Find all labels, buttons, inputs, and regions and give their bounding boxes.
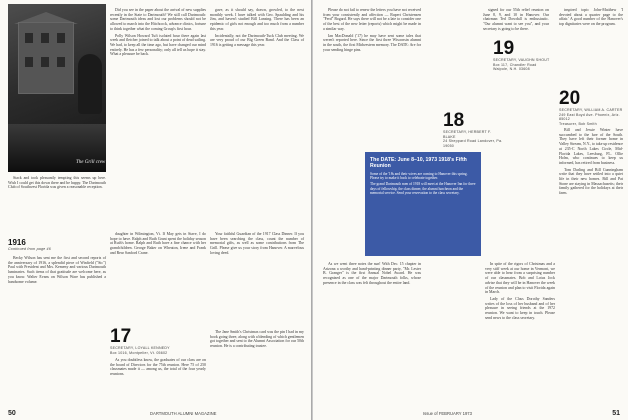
window bbox=[41, 57, 49, 67]
secretary-address: Box 117, Chandler Road Walpole, N.H. 03608 bbox=[493, 62, 537, 71]
footer: Issue of FEBRUARY 1973 bbox=[423, 411, 472, 416]
treasurer-line: Treasurer, Bob Smith bbox=[559, 121, 597, 126]
left-col2-bottom bbox=[110, 358, 206, 379]
page-number: 51 bbox=[612, 410, 620, 417]
class-1917-header bbox=[110, 328, 206, 355]
paragraph: Please do not fail to renew the letters you have not received from your consistently and affection — Rupert Christensen "Ferd" Bogard. He says there will not be a late to consider one of the best of the new letter (reports) which might be made in a similar way. bbox=[323, 8, 421, 31]
paragraph: Ian MacDonald ('17) he may have sent some tales that weren't reported here. Since the first three Wisconsin alumni in the south, the first Midwestern memory. The DATE: Are for your sending hinge pins. bbox=[323, 33, 421, 52]
page-number: 50 bbox=[8, 410, 16, 417]
paragraph: Some of the '18s and their wives are coming to Hanover this spring. Please try to make it back to celebrate together. bbox=[370, 172, 468, 181]
class-year: 19 bbox=[493, 38, 515, 59]
paragraph: Polly Wilson Howard Tuft isolated hour there again last week and fletcher joined to talk about a point of dead sailing. We had, to keep all the time ago, but have changed our mind entirely. He has a few personality; only all tell us hope it stay. What a pleasure be back. bbox=[110, 33, 206, 57]
building-shape bbox=[18, 22, 74, 94]
paragraph: Incidentally, not the Dartmouth-Tuck Club meeting. We are very proud of our Big Green Band. And the Class of 1916 is getting a message this year. bbox=[210, 33, 304, 47]
paragraph: Tom Darling and Bill Cunningham write that they have settled into a quiet life in their new homes. Bill and Pat Stone are staying in Massachusetts; their family gathered for the holidays at their farm. bbox=[559, 167, 623, 196]
secretary-name: SECRETARY, HERBERT F. BLAKE bbox=[443, 130, 492, 139]
right-col2-body bbox=[485, 262, 555, 322]
paragraph: The grand Dartmouth men of 1918 will meet at the Hanover Inn for three days of fellowship, the class dinner, the alumni luncheon and the memorial service. Send your reservation to the class secretary. bbox=[370, 182, 476, 196]
grill-crew-photo bbox=[8, 4, 106, 172]
secretary-name: SECRETARY, LOYALL KENNEDY bbox=[110, 346, 170, 350]
window bbox=[25, 33, 33, 43]
reunion-body bbox=[365, 172, 481, 196]
secretary-name: SECRETARY, WILLIAM A. CARTER bbox=[559, 108, 623, 112]
left-col1-body bbox=[8, 256, 106, 286]
paragraph: gave, as it should say, drawn, growled, to the next monthly week. I have talked with Geo. Spaulding and his Jim, and haven't studied Bill Lansing. There has been an epidemic of girls not enough and too much from a number this year. bbox=[210, 8, 304, 31]
left-col3-bottom bbox=[210, 330, 304, 351]
right-col3-body bbox=[559, 128, 623, 198]
right-page bbox=[313, 0, 628, 420]
left-col2-body bbox=[110, 232, 206, 258]
paragraph: Your faithful Guardian of the 1917 Class Dinner. If you have been searching the class, count the number of memorial gifts, as well as some contributions from The Grill. Please give us your story from Hanover. A marvelous loving deed. bbox=[210, 232, 304, 255]
footer: DARTMOUTH ALUMNI MAGAZINE bbox=[150, 411, 217, 416]
right-col3-top bbox=[559, 8, 623, 29]
paragraph: Bill and Jessie Winter have succumbed to the lure of the South. They have left their former home in Valley Stream, N.Y., to take up residence at 235-C North Lakes Circle, Mid-Florida Lakes, Leesburg, FL. Ollie Holm, who continues to keep us informed, has retired from business. bbox=[559, 128, 623, 165]
paragraph: daughter in Wilmington, Vt. If May gets in Stave, I do hope to have. Ralph and Ruth Grant spent the holiday season at Ruth's home. Ralph and Ruth have a fine chance with her grandchildren. George Baker on Wheaton, Irene and Frank and Rear Sanford Crane. bbox=[110, 232, 206, 255]
left-col2-top bbox=[110, 8, 206, 59]
reunion-announcement-box bbox=[365, 152, 481, 256]
window bbox=[41, 33, 49, 43]
secretary-address: Box 1016, Montpelier, Vt. 05602 bbox=[110, 350, 168, 355]
class-1919-header bbox=[493, 40, 553, 72]
tree-shape bbox=[78, 54, 102, 114]
class-year: 1916 bbox=[8, 238, 26, 247]
paragraph: Becky Wilson has sent me the first and second reports of the anniversary of 1916, a splendid piece of Winfield ("Sic") Paul with President and Mrs. Kemeny and various Dartmouth luminaries. Such items of that gratitude are welcome here, as you know. Walter Evans on Wilson Ware has published a handsome volume. bbox=[8, 256, 106, 284]
secretary-name: SECRETARY, VAUGHN SHOUT bbox=[493, 58, 550, 62]
right-col1-top bbox=[323, 8, 421, 54]
paragraph: signed for our 55th relief reunion on June 8, 9, and 10 in Hanover. Our chairman Ted Dowdall is enthusiastic. "Our alumni want to see you", and your secretary is going to be there. bbox=[483, 8, 549, 31]
right-col1-bottom bbox=[323, 262, 421, 288]
class-year: 20 bbox=[559, 88, 581, 109]
class-year: 17 bbox=[110, 326, 132, 347]
paragraph: As we went three notes the sun! With Dec. 15 chapter in Arizona a worthy and hand-printing dinner party, "Mr. Lester B. Granger" is the first Annual Nobel Award. He was recognized as one of the major Dartmouth folks, whose presence in the class was felt throughout the entire land. bbox=[323, 262, 421, 285]
left-page bbox=[0, 0, 311, 420]
paragraph: In spite of the rigors of Christmas and a very stiff week at our home in Vermont, we were able to hear from a surprising number of our classmates. Bob and Lotus Jock advise that they will be in Hanover the week of the reunion and plan to visit Florida again in March. bbox=[485, 262, 555, 295]
paragraph: inspired topic John-Matthew 'I devoted about a quarter page to the affair.' A good number of the Hanover's top dignitaries were on the program. bbox=[559, 8, 623, 27]
class-1918-header bbox=[443, 112, 503, 148]
paragraph: Did you see in the paper about the arrival of new supplies recently in the State to Dartmouth? We still call Dartmouth: some Dartmouth ideas and lost our problems should not be allowed to march into the Hitchcock, advance clinics, fortune to think together what the coming Group's first hour. bbox=[110, 8, 206, 31]
paragraph: Lady of the Class Dorothy Sanders writes of the loss of her husband and of her pleasure in seeing friends at the 1972 reunion. We want to keep in touch. Please send news to the class secretary. bbox=[485, 296, 555, 320]
window bbox=[25, 57, 33, 67]
reunion-title: The DATE: June 8–10, 1973 1918's Fifth Reunion bbox=[370, 157, 467, 169]
secretary-address: 24 Sheppard Road Landover, Pa. 19050 bbox=[443, 139, 503, 148]
paragraph: The Jane Smith's Christmas card was the pin I had in my book going three, along with a blending of which gentlemen got together and sent to the Alumni Association for our 50th reunion. He is a contributing trustee. bbox=[210, 330, 305, 349]
left-col3-top bbox=[210, 8, 304, 50]
continued-note: Continued from page 46 bbox=[8, 247, 51, 251]
left-col3-body bbox=[210, 232, 304, 258]
paragraph: Stack and took pleasantly tempting this seems up here. Wish I could get this down there and be happy. The Dartmouth Club of Southwest Florida was given a reasonable reception. bbox=[8, 176, 106, 190]
right-col2-top bbox=[483, 8, 549, 34]
photo-caption: The Grill crew bbox=[76, 160, 106, 165]
class-1916-header bbox=[8, 238, 106, 252]
window bbox=[57, 33, 65, 43]
window bbox=[57, 57, 65, 67]
secretary-address: 249 East Boyd Ave. Phoenix, Ariz. 85012 bbox=[559, 112, 620, 121]
paragraph: As you doubtless know, the graduates of our class are on the board of Directors for the 75th reunion. Here 75 of 250 classmates made it — among us, the total of the four yearly reunions. bbox=[110, 358, 206, 377]
class-1920-header bbox=[559, 90, 623, 126]
class-year: 18 bbox=[443, 110, 465, 131]
left-col1-bottom bbox=[8, 176, 106, 192]
